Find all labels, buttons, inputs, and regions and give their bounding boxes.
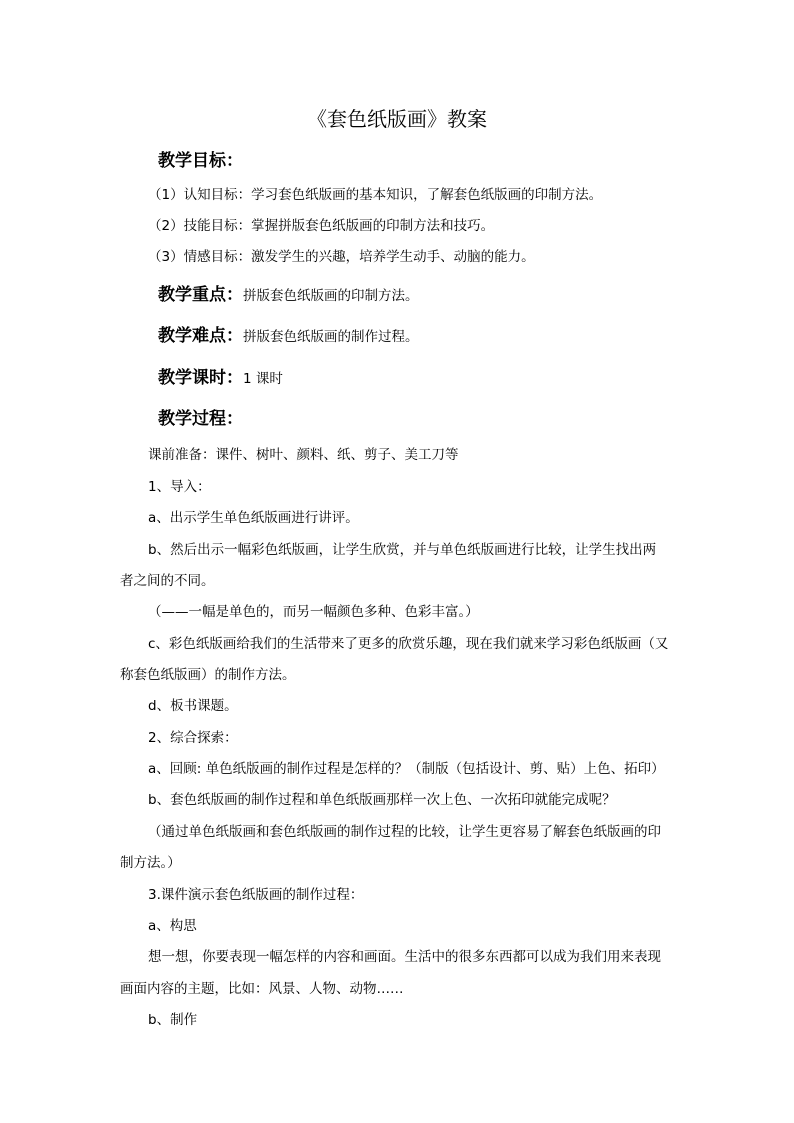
difficulty-row bbox=[158, 325, 419, 348]
body-line: 想一想，你要表现一幅怎样的内容和画面。生活中的很多东西都可以成为我们用来表现 bbox=[148, 949, 661, 965]
body-line: a、构思 bbox=[148, 918, 197, 934]
body-line: b、制作 bbox=[148, 1012, 198, 1028]
body-line: 制方法。） bbox=[120, 855, 181, 871]
objective-emotion: （3）情感目标：激发学生的兴趣，培养学生动手、动脑的能力。 bbox=[148, 249, 535, 265]
process-heading: 教学过程： bbox=[158, 409, 243, 429]
difficulty-text: 拼版套色纸版画的制作过程。 bbox=[243, 329, 419, 345]
objective-skill: （2）技能目标：掌握拼版套色纸版画的印制方法和技巧。 bbox=[148, 218, 495, 234]
body-line: 者之间的不同。 bbox=[120, 573, 215, 589]
body-line: 1、导入： bbox=[148, 479, 211, 495]
hours-row bbox=[158, 367, 283, 390]
key-point-heading: 教学重点： bbox=[158, 285, 243, 305]
body-line: b、然后出示一幅彩色纸版画，让学生欣赏，并与单色纸版画进行比较，让学生找出两 bbox=[148, 542, 657, 558]
document-title: 《套色纸版画》教案 bbox=[307, 107, 487, 131]
body-line: a、回顾: 单色纸版画的制作过程是怎样的？（制版（包括设计、剪、贴）上色、拓印） bbox=[148, 761, 665, 777]
key-point-text: 拼版套色纸版画的印制方法。 bbox=[243, 288, 419, 304]
body-line: 称套色纸版画）的制作方法。 bbox=[120, 667, 296, 683]
body-line: d、板书课题。 bbox=[148, 698, 238, 714]
body-line: （——一幅是单色的，而另一幅颜色多种、色彩丰富。） bbox=[148, 604, 479, 620]
body-line: 画面内容的主题，比如：风景、人物、动物…… bbox=[120, 981, 404, 997]
objective-cognitive: （1）认知目标：学习套色纸版画的基本知识，了解套色纸版画的印制方法。 bbox=[148, 187, 603, 203]
objectives-heading: 教学目标： bbox=[158, 151, 243, 171]
hours-text: 1 课时 bbox=[243, 371, 283, 387]
key-point-row bbox=[158, 284, 419, 307]
body-line: 课前准备：课件、树叶、颜料、纸、剪子、美工刀等 bbox=[148, 447, 459, 463]
hours-heading: 教学课时： bbox=[158, 368, 243, 388]
body-line: a、出示学生单色纸版画进行讲评。 bbox=[148, 510, 359, 526]
difficulty-heading: 教学难点： bbox=[158, 326, 243, 346]
body-line: 2、综合探索： bbox=[148, 730, 238, 746]
body-line: b、套色纸版画的制作过程和单色纸版画那样一次上色、一次拓印就能完成呢？ bbox=[148, 792, 616, 808]
body-line: 3.课件演示套色纸版画的制作过程： bbox=[148, 887, 364, 903]
body-line: （通过单色纸版画和套色纸版画的制作过程的比较，让学生更容易了解套色纸版画的印 bbox=[148, 824, 661, 840]
body-line: c、彩色纸版画给我们的生活带来了更多的欣赏乐趣，现在我们就来学习彩色纸版画（又 bbox=[148, 636, 669, 652]
